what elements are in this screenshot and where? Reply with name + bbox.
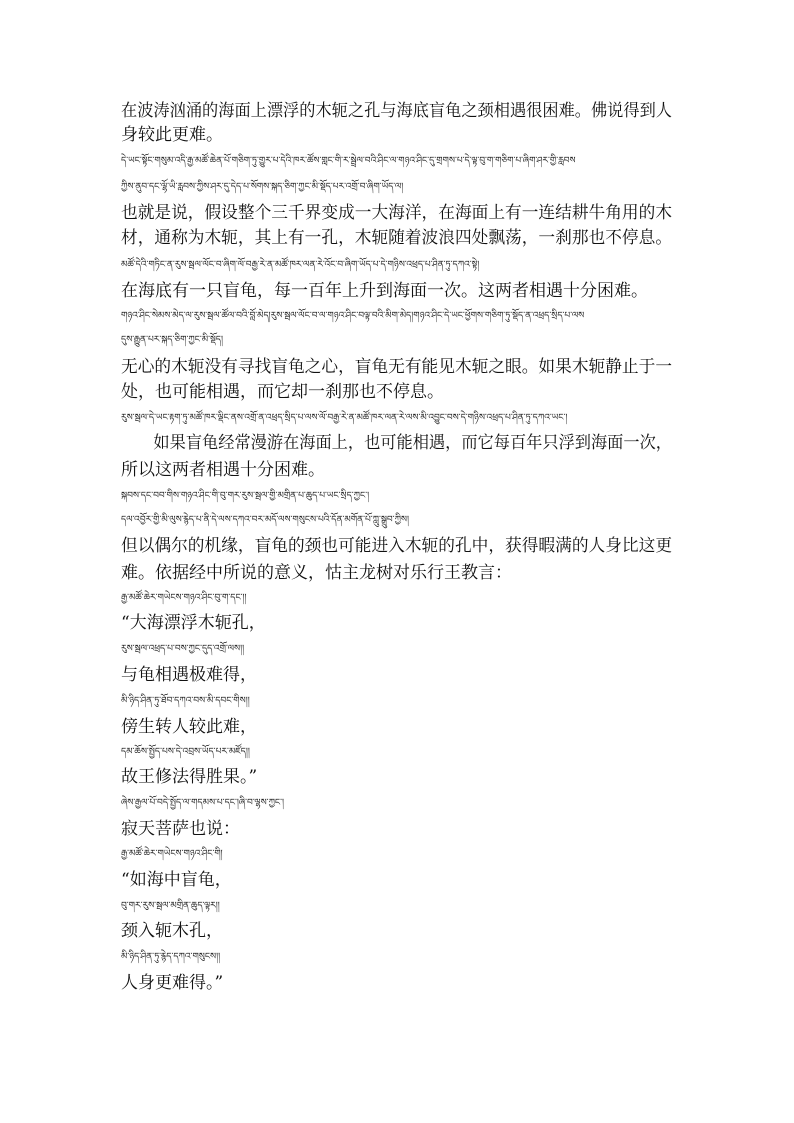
tibetan-text-line: དལ་འབྱོར་གྱི་མི་ལུས་རྙེད་པ་ནི་དེ་ལས་དཀའ་བར་མདོ་ལས་གསུངས་པའི་དོན་མགོན་པོ་ཀླུ་སྒྲུབ་ཀྱིས། <box>121 515 409 525</box>
tibetan-text-line: ཞེས་རྒྱལ་པོ་བདེ་སྤྱོད་ལ་གདམས་པ་དང་།ཞི་བ་ལྷས་ཀྱང་། <box>121 798 284 808</box>
tibetan-text-line: དེ་ཡང་སྟོང་གསུམ་འདི་རྒྱ་མཚོ་ཆེན་པོ་གཅིག་ཏུ་གྱུར་པ་དེའི་ཁར་ཚོས་གླང་གི་ར་སྦྲེལ་བའི་ཤིང་ལ་གཉའ་ཤིང་དུ་གྲགས་པ་དེ་ལྟ་བུ་ག་གཅིག་པ་ཞིག་ཤར་གྱི་རླབས <box>121 156 576 166</box>
chinese-text-line: 身较此更难。 <box>121 125 223 145</box>
chinese-text-line: 如果盲龟经常漫游在海面上，也可能相遇，而它每百年只浮到海面一次， <box>121 433 673 453</box>
chinese-text-line: 寂天菩萨也说： <box>121 819 240 839</box>
chinese-text-line: “如海中盲龟， <box>121 870 232 890</box>
chinese-text-line: 无心的木轭没有寻找盲龟之心，盲龟无有能见木轭之眼。如果木轭静止于一 <box>121 357 673 377</box>
chinese-text-line: 也就是说，假设整个三千界变成一大海洋，在海面上有一连结耕牛角用的木 <box>121 203 673 223</box>
chinese-text-line: 故王修法得胜果。” <box>121 767 258 787</box>
chinese-text-line: 在波涛汹涌的海面上漂浮的木轭之孔与海底盲龟之颈相遇很困难。佛说得到人 <box>121 101 673 121</box>
tibetan-text-line: རུས་སྦལ་འཕྲད་པ་བས་ཀྱང་དུད་འགྲོ་ལས།། <box>121 644 245 654</box>
chinese-text-line: 人身更难得。” <box>121 973 224 993</box>
tibetan-text-line: མི་ཉིད་ཤིན་ཏུ་རྙེད་དཀའ་གསུངས།། <box>121 952 221 962</box>
tibetan-text-line: རྒྱ་མཚོ་ཆེར་གཡེངས་གཉའ་ཤིང་བུ་ག་དང་།། <box>121 593 247 603</box>
tibetan-text-line: སྐབས་དང་བབ་གིས་གཉའ་ཤིང་གི་བུ་གར་རུས་སྦལ་གྱི་མགྲིན་པ་ཆུད་པ་ཡང་སྲིད་ཀྱང་། <box>121 491 370 501</box>
tibetan-text-line: རྒྱ་མཚོ་ཆེར་གཡེངས་གཉའ་ཤིང་གི། <box>121 849 223 859</box>
tibetan-text-line: རུས་སྦལ་དེ་ཡང་རྟག་ཏུ་མཚོ་ཁར་ལྡིང་ནས་འགྲོ་ན་འཕྲད་སྲིད་པ་ལས་ལོ་བརྒྱ་རེ་ན་མཚོ་ཁར་ལན་རེ་ལས་མི་འབྱུང་བས་དེ་གཉིས་འཕྲད་པ་ཤིན་ཏུ་དཀའ་ཡང་། <box>121 413 568 423</box>
tibetan-text-line: མི་ཉིད་ཤིན་ཏུ་ཐོབ་དཀའ་བས་མི་དབང་གིས།། <box>121 696 250 706</box>
chinese-text-line: 难。依据经中所说的意义，怙主龙树对乐行王教言： <box>121 563 512 583</box>
chinese-text-line: “大海漂浮木轭孔， <box>121 613 266 633</box>
chinese-text-line: 傍生转人较此难， <box>121 717 257 737</box>
tibetan-text-line: མཚོ་དེའི་གཏིང་ན་རུས་སྦལ་ལོང་བ་ཞིག་ལོ་བརྒྱ་རེ་ན་མཚོ་ཁར་ལན་རེ་འོང་བ་ཞིག་ཡོད་པ་དེ་གཉིས་འཕྲད་པ་ཤིན་ཏུ་དཀའ་སྟེ། <box>121 260 480 270</box>
tibetan-text-line: བུ་གར་རུས་སྦལ་མགྲིན་ཆུད་ལྟར།། <box>121 901 220 911</box>
tibetan-text-line: གཉའ་ཤིང་སེམས་མེད་ལ་རུས་སྦལ་ཚོལ་བའི་བློ་མེད།རུས་སྦལ་ལོང་བ་ལ་གཉའ་ཤིང་བལྟ་བའི་མིག་མེད།གཉའ་ཤིང་དེ་ཡང་ཕྱོགས་གཅིག་ཏུ་སྡོད་ན་འཕྲད་སྲིད་པ་ལས <box>121 311 585 321</box>
chinese-text-line: 与龟相遇极难得， <box>121 665 257 685</box>
tibetan-text-line: དམ་ཆོས་སྤྱོད་པས་དེ་འབྲས་ཡོད་པར་མཛོད།། <box>121 747 250 757</box>
tibetan-text-line: ཀྱིས་ནུབ་དང་ལྷོ་ཡི་རླབས་ཀྱིས་ཤར་དུ་དེད་པ་སོགས་སྐད་ཅིག་ཀྱང་མི་སྡོད་པར་འགྲོ་བ་ཞིག་ཡོད་ལ། <box>121 182 404 192</box>
chinese-text-line: 处，也可能相遇，而它却一刹那也不停息。 <box>121 382 444 402</box>
chinese-text-line: 但以偶尔的机缘，盲龟的颈也可能进入木轭的孔中，获得暇满的人身比这更 <box>121 536 673 556</box>
chinese-text-line: 所以这两者相遇十分困难。 <box>121 460 325 480</box>
chinese-text-line: 颈入轭木孔， <box>121 921 223 941</box>
chinese-text-line: 材，通称为木轭，其上有一孔，木轭随着波浪四处飘荡，一刹那也不停息。 <box>121 228 673 248</box>
chinese-text-line: 在海底有一只盲龟，每一百年上升到海面一次。这两者相遇十分困难。 <box>121 281 648 301</box>
tibetan-text-line: དུས་རྒྱུན་པར་སྐད་ཅིག་ཀྱང་མི་སྡོད། <box>121 335 223 345</box>
